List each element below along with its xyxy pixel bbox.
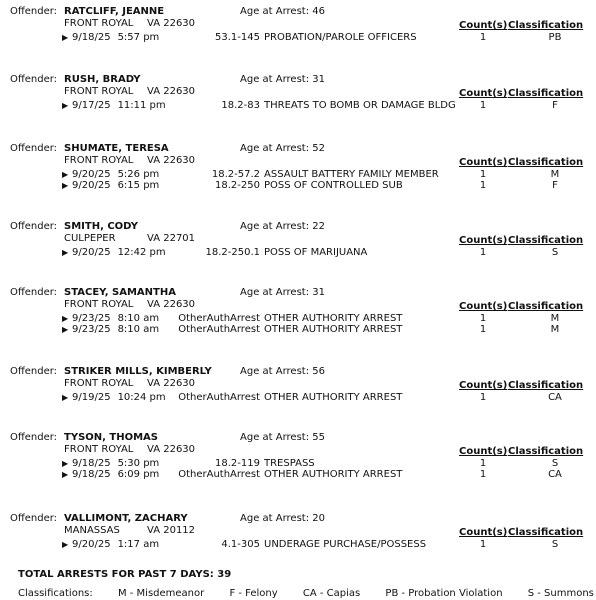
- charge-count: 1: [479, 469, 487, 480]
- offender-city: MANASSAS: [64, 525, 120, 536]
- charge-classification: S: [551, 539, 559, 550]
- age-at-arrest: [240, 513, 325, 524]
- classification-header: Classification: [508, 88, 584, 99]
- classification-header: Classification: [508, 380, 584, 391]
- classification-header: Classification: [508, 235, 584, 246]
- legend-item-felony: F - Felony: [229, 588, 278, 599]
- offender-record: [0, 366, 596, 426]
- legend-item-misdemeanor: M - Misdemeanor: [117, 588, 205, 599]
- charge-date: 9/20/25: [72, 539, 111, 550]
- age-at-arrest: [240, 74, 325, 85]
- offender-name: STRIKER MILLS, KIMBERLY: [64, 366, 212, 377]
- offender-city: FRONT ROYAL: [64, 18, 134, 29]
- charge-classification: M: [550, 169, 560, 180]
- charge-classification: PB: [548, 32, 562, 43]
- arrow-icon: ▶: [62, 314, 69, 323]
- charge-code: OtherAuthArrest: [178, 469, 260, 480]
- charge-date: 9/18/25: [72, 32, 111, 43]
- charge-datetime: [72, 100, 166, 111]
- offender-city: FRONT ROYAL: [64, 299, 134, 310]
- legend-label: Classifications:: [18, 588, 93, 599]
- classification-header: Classification: [508, 527, 584, 538]
- offender-state-zip: VA 22630: [147, 444, 196, 455]
- counts-header: Count(s): [459, 301, 508, 312]
- charge-classification: M: [550, 313, 560, 324]
- arrow-icon: ▶: [62, 459, 69, 468]
- legend-item-summons: S - Summons: [527, 588, 594, 599]
- legend-item-probation: PB - Probation Violation: [385, 588, 503, 599]
- charge-count: 1: [479, 32, 487, 43]
- offender-state-zip: VA 22630: [147, 378, 196, 389]
- charge-datetime: [72, 539, 159, 550]
- charge-classification: CA: [548, 469, 562, 480]
- offender-state-zip: VA 22630: [147, 299, 196, 310]
- arrow-icon: ▶: [62, 33, 69, 42]
- charge-description: OTHER AUTHORITY ARREST: [264, 469, 403, 480]
- charge-date: 9/20/25: [72, 247, 111, 258]
- charge-description: OTHER AUTHORITY ARREST: [264, 313, 403, 324]
- charge-description: ASSAULT BATTERY FAMILY MEMBER: [264, 169, 439, 180]
- charge-date: 9/20/25: [72, 180, 111, 191]
- arrow-icon: ▶: [62, 170, 69, 179]
- age-value: 31: [312, 74, 325, 85]
- charge-row: [0, 469, 596, 481]
- charge-date: 9/19/25: [72, 392, 111, 403]
- charge-time: 11:11 pm: [117, 100, 166, 111]
- classification-header: Classification: [508, 446, 584, 457]
- offender-record: [0, 513, 596, 573]
- offender-label: Offender:: [10, 287, 58, 298]
- charge-description: OTHER AUTHORITY ARREST: [264, 324, 403, 335]
- arrow-icon: ▶: [62, 248, 69, 257]
- charge-count: 1: [479, 458, 487, 469]
- offender-state-zip: VA 22630: [147, 86, 196, 97]
- charge-datetime: [72, 469, 159, 480]
- age-label: Age at Arrest:: [240, 143, 310, 154]
- offender-name: SMITH, CODY: [64, 221, 138, 232]
- arrow-icon: ▶: [62, 540, 69, 549]
- classification-legend: [18, 588, 596, 599]
- charge-classification: CA: [548, 392, 562, 403]
- charge-row: [0, 324, 596, 336]
- age-value: 46: [312, 6, 325, 17]
- total-value: 39: [217, 569, 232, 580]
- charge-row: [0, 180, 596, 192]
- charge-code: 18.2-250.1: [205, 247, 260, 258]
- charge-code: 53.1-145: [215, 32, 260, 43]
- charge-datetime: [72, 180, 159, 191]
- offender-record: [0, 287, 596, 347]
- charge-row: [0, 392, 596, 404]
- charge-datetime: [72, 392, 166, 403]
- charge-time: 5:57 pm: [117, 32, 160, 43]
- counts-header: Count(s): [459, 380, 508, 391]
- charge-code: 18.2-119: [215, 458, 260, 469]
- charge-row: [0, 32, 596, 44]
- charge-count: 1: [479, 169, 487, 180]
- age-value: 22: [312, 221, 325, 232]
- charge-row: [0, 247, 596, 259]
- age-value: 20: [312, 513, 325, 524]
- charge-code: 18.2-250: [215, 180, 260, 191]
- charge-count: 1: [479, 100, 487, 111]
- charge-classification: M: [550, 324, 560, 335]
- charge-description: POSS OF MARIJUANA: [264, 247, 368, 258]
- offender-state-zip: VA 22701: [147, 233, 196, 244]
- offender-record: [0, 143, 596, 203]
- charge-time: 1:17 am: [117, 539, 160, 550]
- age-label: Age at Arrest:: [240, 6, 310, 17]
- charge-row: [0, 539, 596, 551]
- age-value: 56: [312, 366, 325, 377]
- offender-city: FRONT ROYAL: [64, 86, 134, 97]
- counts-header: Count(s): [459, 20, 508, 31]
- total-arrests: [18, 569, 231, 580]
- charge-date: 9/23/25: [72, 313, 111, 324]
- charge-time: 6:15 pm: [117, 180, 160, 191]
- offender-state-zip: VA 20112: [147, 525, 196, 536]
- charge-code: OtherAuthArrest: [178, 392, 260, 403]
- charge-code: 18.2-83: [221, 100, 260, 111]
- charge-time: 8:10 am: [117, 313, 160, 324]
- offender-label: Offender:: [10, 366, 58, 377]
- age-value: 52: [312, 143, 325, 154]
- charge-code: OtherAuthArrest: [178, 313, 260, 324]
- arrow-icon: ▶: [62, 325, 69, 334]
- total-label: TOTAL ARRESTS FOR PAST 7 DAYS:: [18, 569, 214, 580]
- charge-time: 6:09 pm: [117, 469, 160, 480]
- counts-header: Count(s): [459, 157, 508, 168]
- charge-count: 1: [479, 180, 487, 191]
- offender-label: Offender:: [10, 143, 58, 154]
- age-at-arrest: [240, 287, 325, 298]
- offender-label: Offender:: [10, 74, 58, 85]
- age-at-arrest: [240, 143, 325, 154]
- charge-date: 9/18/25: [72, 469, 111, 480]
- offender-city: FRONT ROYAL: [64, 444, 134, 455]
- charge-datetime: [72, 169, 159, 180]
- charge-classification: S: [551, 458, 559, 469]
- charge-datetime: [72, 458, 159, 469]
- age-label: Age at Arrest:: [240, 221, 310, 232]
- offender-name: STACEY, SAMANTHA: [64, 287, 176, 298]
- age-label: Age at Arrest:: [240, 513, 310, 524]
- age-at-arrest: [240, 6, 325, 17]
- offender-label: Offender:: [10, 221, 58, 232]
- charge-count: 1: [479, 324, 487, 335]
- age-at-arrest: [240, 221, 325, 232]
- offender-name: RATCLIFF, JEANNE: [64, 6, 165, 17]
- arrow-icon: ▶: [62, 470, 69, 479]
- charge-row: [0, 100, 596, 112]
- charge-time: 5:30 pm: [117, 458, 160, 469]
- charge-classification: S: [551, 247, 559, 258]
- charge-description: OTHER AUTHORITY ARREST: [264, 392, 403, 403]
- counts-header: Count(s): [459, 88, 508, 99]
- age-label: Age at Arrest:: [240, 432, 310, 443]
- charge-description: TRESPASS: [264, 458, 315, 469]
- charge-count: 1: [479, 313, 487, 324]
- offender-record: [0, 432, 596, 492]
- offender-name: VALLIMONT, ZACHARY: [64, 513, 188, 524]
- offender-name: TYSON, THOMAS: [64, 432, 158, 443]
- offender-city: FRONT ROYAL: [64, 378, 134, 389]
- offender-state-zip: VA 22630: [147, 155, 196, 166]
- charge-time: 12:42 pm: [117, 247, 166, 258]
- charge-datetime: [72, 324, 159, 335]
- charge-datetime: [72, 313, 159, 324]
- age-value: 55: [312, 432, 325, 443]
- offender-state-zip: VA 22630: [147, 18, 196, 29]
- counts-header: Count(s): [459, 446, 508, 457]
- charge-date: 9/17/25: [72, 100, 111, 111]
- charge-count: 1: [479, 247, 487, 258]
- charge-description: POSS OF CONTROLLED SUB: [264, 180, 403, 191]
- charge-code: OtherAuthArrest: [178, 324, 260, 335]
- age-at-arrest: [240, 432, 325, 443]
- age-label: Age at Arrest:: [240, 74, 310, 85]
- offender-name: RUSH, BRADY: [64, 74, 141, 85]
- offender-record: [0, 74, 596, 134]
- offender-city: CULPEPER: [64, 233, 116, 244]
- offender-label: Offender:: [10, 6, 58, 17]
- charge-date: 9/23/25: [72, 324, 111, 335]
- charge-count: 1: [479, 539, 487, 550]
- charge-time: 10:24 pm: [117, 392, 166, 403]
- age-at-arrest: [240, 366, 325, 377]
- age-label: Age at Arrest:: [240, 287, 310, 298]
- counts-header: Count(s): [459, 527, 508, 538]
- offender-record: [0, 221, 596, 281]
- legend-item-capias: CA - Capias: [302, 588, 361, 599]
- charge-classification: F: [552, 100, 558, 111]
- offender-name: SHUMATE, TERESA: [64, 143, 169, 154]
- charge-datetime: [72, 247, 166, 258]
- charge-time: 8:10 am: [117, 324, 160, 335]
- charge-count: 1: [479, 392, 487, 403]
- counts-header: Count(s): [459, 235, 508, 246]
- charge-time: 5:26 pm: [117, 169, 160, 180]
- arrow-icon: ▶: [62, 181, 69, 190]
- charge-description: THREATS TO BOMB OR DAMAGE BLDG: [264, 100, 456, 111]
- arrow-icon: ▶: [62, 101, 69, 110]
- arrow-icon: ▶: [62, 393, 69, 402]
- classification-header: Classification: [508, 157, 584, 168]
- charge-datetime: [72, 32, 159, 43]
- charge-date: 9/20/25: [72, 169, 111, 180]
- offender-record: [0, 6, 596, 66]
- classification-header: Classification: [508, 301, 584, 312]
- age-value: 31: [312, 287, 325, 298]
- offender-label: Offender:: [10, 513, 58, 524]
- charge-classification: F: [552, 180, 558, 191]
- age-label: Age at Arrest:: [240, 366, 310, 377]
- charge-code: 18.2-57.2: [211, 169, 260, 180]
- classification-header: Classification: [508, 20, 584, 31]
- charge-description: UNDERAGE PURCHASE/POSSESS: [264, 539, 427, 550]
- charge-date: 9/18/25: [72, 458, 111, 469]
- charge-description: PROBATION/PAROLE OFFICERS: [264, 32, 417, 43]
- charge-code: 4.1-305: [221, 539, 260, 550]
- offender-city: FRONT ROYAL: [64, 155, 134, 166]
- offender-label: Offender:: [10, 432, 58, 443]
